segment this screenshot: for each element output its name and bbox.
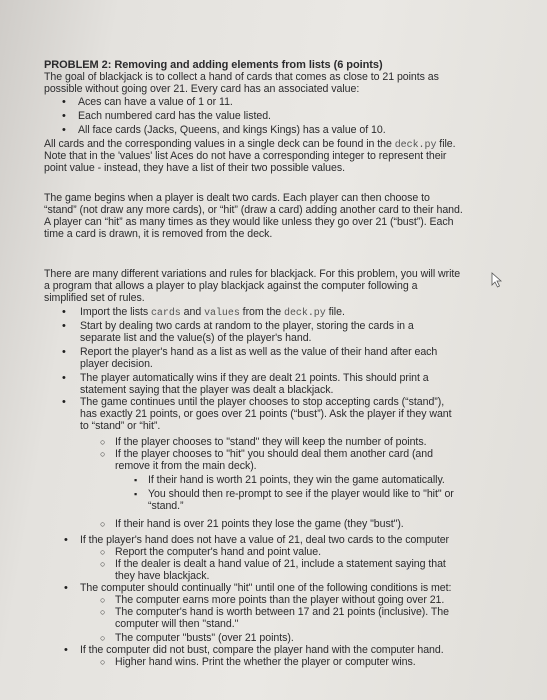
step-continue: The game continues until the player chooses to stop accepting cards (“stand”), <box>80 396 445 408</box>
step-hit: remove it from the main deck). <box>115 460 257 472</box>
hollow-bullet-icon: ○ <box>100 519 106 529</box>
bullet-icon: • <box>62 306 66 318</box>
intro-line: possible without going over 21. Every card has an associated value: <box>44 83 360 95</box>
game-line: time a card is drawn, it is removed from the deck. <box>44 228 273 240</box>
text: from the <box>239 306 285 318</box>
step-hit: If the player chooses to "hit" you should deal them another card (and <box>115 448 433 460</box>
code-values: values <box>204 308 240 319</box>
step-over-21: If their hand is over 21 points they lose the game (they "bust"). <box>115 518 404 530</box>
step-dealer-21: they have blackjack. <box>115 570 210 582</box>
intro-line: The goal of blackjack is to collect a hand of cards that comes as close to 21 points as <box>44 71 439 83</box>
step-stand: If the player chooses to "stand" they will keep the number of points. <box>115 436 427 448</box>
code-deck-py: deck.py <box>284 308 326 319</box>
bullet-icon: • <box>62 320 66 332</box>
variations-line: There are many different variations and rules for blackjack. For this problem, you will write <box>44 268 461 280</box>
text: file. <box>325 306 345 318</box>
step-continue: to “stand” or “hit”. <box>80 420 161 432</box>
step-higher-wins: Higher hand wins. Print the whether the player or computer wins. <box>115 656 416 668</box>
cond-17-21: computer will then "stand." <box>115 618 239 630</box>
step-computer-hit: The computer should continually "hit" until one of the following conditions is met: <box>80 582 452 594</box>
card-rule: Each numbered card has the value listed. <box>78 110 271 122</box>
square-bullet-icon: ▪ <box>134 489 138 499</box>
cond-bust: The computer "busts" (over 21 points). <box>115 632 294 644</box>
cond-17-21: The computer's hand is worth between 17 and 21 points (inclusive). The <box>115 606 449 618</box>
step-report: player decision. <box>80 358 153 370</box>
deck-note-line: Note that in the 'values' list Aces do not have a corresponding integer to represent their <box>44 150 447 162</box>
game-line: A player can “hit” as many times as they would like unless they go over 21 (“bust”). Each <box>44 216 454 228</box>
step-reprompt: “stand.” <box>148 500 184 512</box>
step-hit-21: If their hand is worth 21 points, they win the game automatically. <box>148 474 445 486</box>
problem-title: PROBLEM 2: Removing and adding elements from lists (6 points) <box>44 59 383 71</box>
step-compare: If the computer did not bust, compare the player hand with the computer hand. <box>80 644 444 656</box>
step-dealer-21: If the dealer is dealt a hand value of 21, include a statement saying that <box>115 558 446 570</box>
step-not-21: If the player's hand does not have a value of 21, deal two cards to the computer <box>80 534 450 546</box>
variations-line: a program that allows a player to play blackjack against the computer following a <box>44 280 418 292</box>
step-auto-win: The player automatically wins if they are dealt 21 points. This should print a <box>80 372 429 384</box>
step-deal: Start by dealing two cards at random to the player, storing the cards in a <box>80 320 414 332</box>
step-auto-win: statement saying that the player was dealt a blackjack. <box>80 384 334 396</box>
bullet-icon: • <box>62 346 66 358</box>
mouse-pointer-icon <box>490 272 504 288</box>
step-import <box>80 306 345 320</box>
hollow-bullet-icon: ○ <box>100 595 106 605</box>
bullet-icon: • <box>62 96 66 108</box>
hollow-bullet-icon: ○ <box>100 633 106 643</box>
hollow-bullet-icon: ○ <box>100 449 106 459</box>
bullet-icon: • <box>62 110 66 122</box>
bullet-icon: • <box>62 372 66 384</box>
bullet-icon: • <box>62 124 66 136</box>
text: file. <box>436 138 456 150</box>
code-deck-py: deck.py <box>394 140 437 151</box>
bullet-icon: • <box>64 534 68 546</box>
hollow-bullet-icon: ○ <box>100 559 106 569</box>
variations-line: simplified set of rules. <box>44 292 145 304</box>
step-reprompt: You should then re-prompt to see if the player would like to "hit" or <box>148 488 454 500</box>
text: and <box>180 306 205 318</box>
deck-note-line: point value - instead, they have a list of their two possible values. <box>44 162 345 174</box>
step-deal: separate list and the value(s) of the player's hand. <box>80 332 312 344</box>
card-rule: All face cards (Jacks, Queens, and kings Kings) has a value of 10. <box>78 124 386 136</box>
game-line: The game begins when a player is dealt two cards. Each player can then choose to <box>44 192 430 204</box>
cond-more-points: The computer earns more points than the player without going over 21. <box>115 594 445 606</box>
text: All cards and the corresponding values in a single deck can be found in the <box>44 138 395 150</box>
step-report: Report the player's hand as a list as well as the value of their hand after each <box>80 346 438 358</box>
code-cards: cards <box>150 308 181 319</box>
hollow-bullet-icon: ○ <box>100 657 106 667</box>
game-line: “stand” (not draw any more cards), or “hit” (draw a card) adding another card to their hand. <box>44 204 463 216</box>
bullet-icon: • <box>62 396 66 408</box>
hollow-bullet-icon: ○ <box>100 437 106 447</box>
square-bullet-icon: ▪ <box>134 475 138 485</box>
card-rule: Aces can have a value of 1 or 11. <box>78 96 233 108</box>
step-continue: has exactly 21 points, or goes over 21 points (“bust”). Ask the player if they want <box>80 408 452 420</box>
step-report-computer: Report the computer's hand and point value. <box>115 546 321 558</box>
hollow-bullet-icon: ○ <box>100 607 106 617</box>
hollow-bullet-icon: ○ <box>100 547 106 557</box>
text: Import the lists <box>80 306 151 318</box>
bullet-icon: • <box>64 582 68 594</box>
bullet-icon: • <box>64 644 68 656</box>
